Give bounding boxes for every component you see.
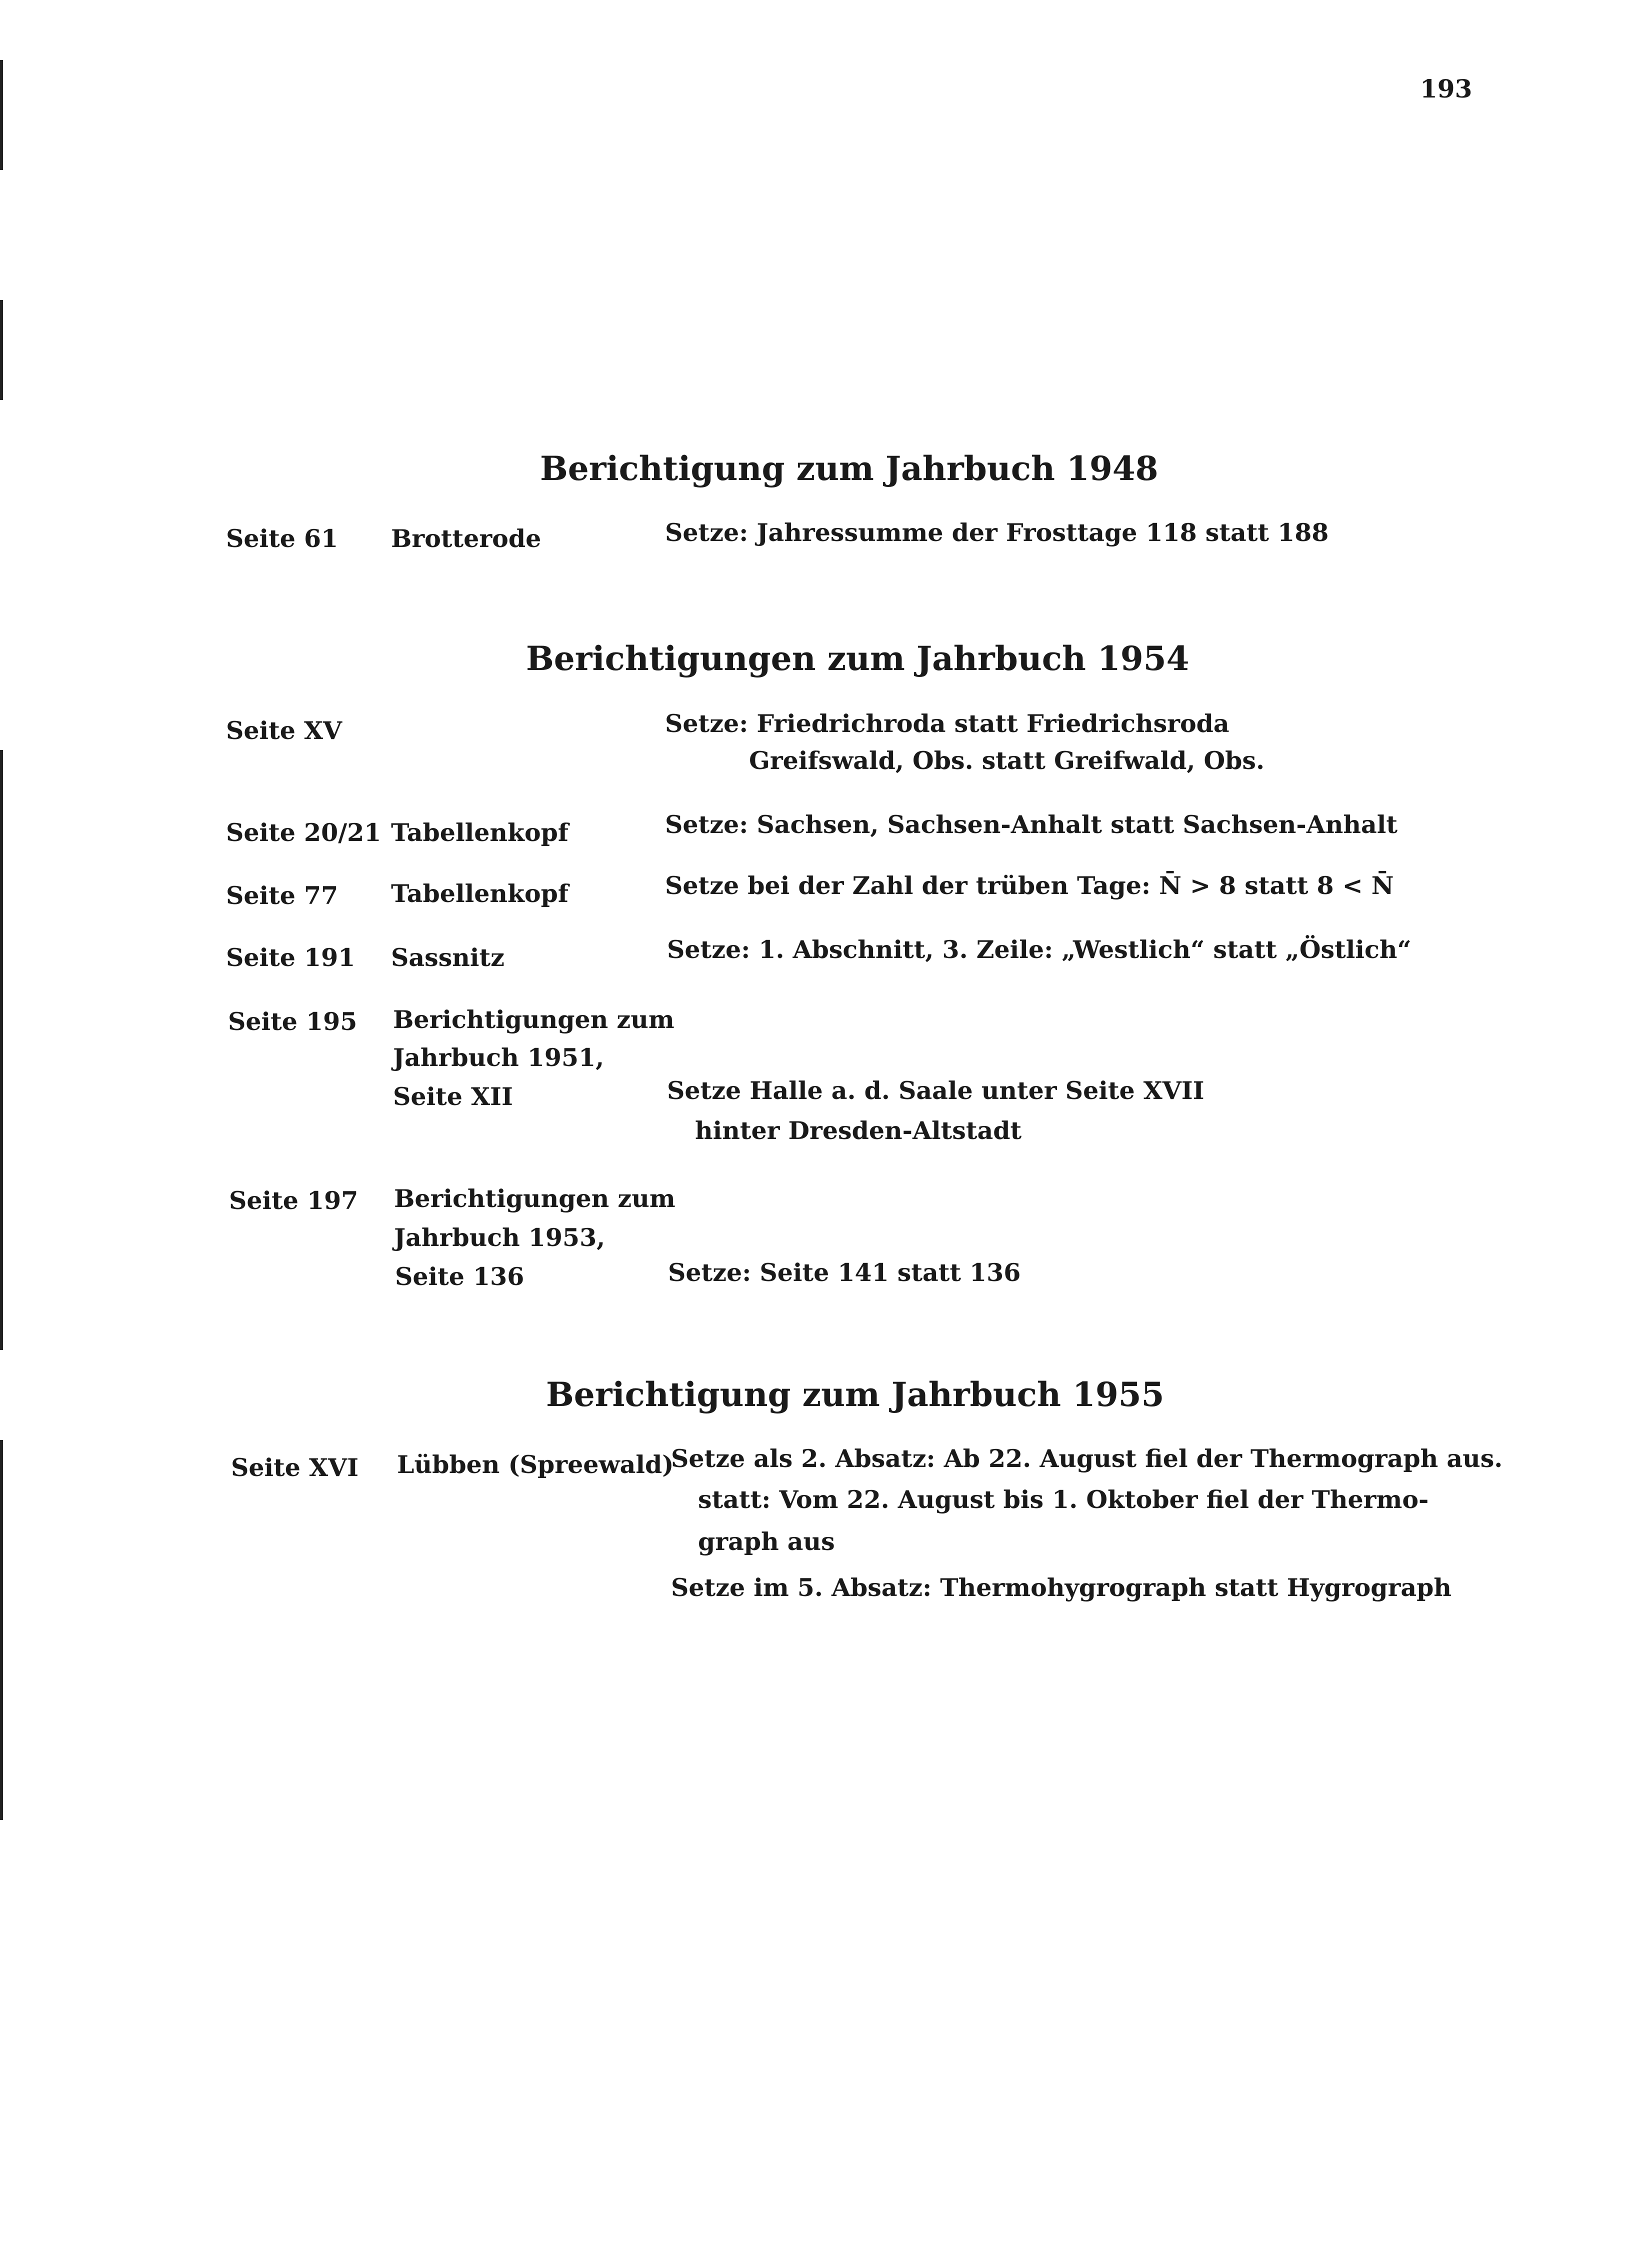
entry-page: Seite 195	[228, 1007, 358, 1036]
entry-page: Seite XVI	[231, 1453, 359, 1482]
entry-correction: Setze im 5. Absatz: Thermohygrograph statt Hygrograph	[671, 1573, 1452, 1602]
entry-correction: Setze: Sachsen, Sachsen-Anhalt statt Sachsen-Anhalt	[665, 810, 1398, 839]
entry-correction: Setze: 1. Abschnitt, 3. Zeile: „Westlich“ statt „Östlich“	[667, 935, 1412, 964]
entry-topic: Brotterode	[391, 524, 542, 553]
entry-page: Seite 77	[226, 881, 338, 910]
entry-topic: Lübben (Spreewald)	[397, 1450, 674, 1479]
entry-topic: Jahrbuch 1951,	[393, 1043, 604, 1072]
entry-correction: Setze bei der Zahl der trüben Tage: N̄ > 8 statt 8 < N̄	[665, 871, 1394, 900]
entry-topic: Seite 136	[395, 1262, 524, 1291]
entry-correction: statt: Vom 22. August bis 1. Oktober fiel der Thermo-	[698, 1485, 1429, 1514]
scan-edge-mark	[0, 300, 3, 400]
section-heading: Berichtigungen zum Jahrbuch 1954	[526, 639, 1190, 678]
scan-edge-mark	[0, 750, 3, 1350]
entry-correction: hinter Dresden-Altstadt	[695, 1116, 1022, 1145]
entry-correction: Setze Halle a. d. Saale unter Seite XVII	[667, 1076, 1204, 1105]
section-heading: Berichtigung zum Jahrbuch 1955	[546, 1375, 1164, 1414]
entry-page: Seite 191	[226, 943, 356, 972]
entry-correction: Setze als 2. Absatz: Ab 22. August fiel der Thermograph aus.	[671, 1444, 1503, 1473]
entry-correction: Greifswald, Obs. statt Greifwald, Obs.	[749, 746, 1265, 775]
entry-correction: graph aus	[698, 1527, 835, 1556]
entry-topic: Jahrbuch 1953,	[394, 1223, 606, 1252]
section-heading: Berichtigung zum Jahrbuch 1948	[540, 449, 1158, 488]
entry-correction: Setze: Friedrichroda statt Friedrichsroda	[665, 709, 1230, 738]
entry-topic: Sassnitz	[391, 943, 505, 972]
scan-edge-mark	[0, 60, 3, 170]
entry-topic: Berichtigungen zum	[393, 1005, 674, 1034]
entry-correction: Setze: Jahressumme der Frosttage 118 statt 188	[665, 518, 1329, 547]
entry-page: Seite 197	[229, 1186, 358, 1215]
entry-correction: Setze: Seite 141 statt 136	[668, 1258, 1021, 1287]
entry-topic: Seite XII	[393, 1082, 513, 1111]
page-number: 193	[1420, 74, 1472, 104]
entry-page: Seite XV	[226, 716, 342, 745]
entry-topic: Tabellenkopf	[391, 879, 568, 908]
entry-page: Seite 61	[226, 524, 338, 553]
entry-page: Seite 20/21	[226, 818, 382, 847]
scan-edge-mark	[0, 1440, 3, 1820]
entry-topic: Berichtigungen zum	[394, 1184, 676, 1213]
entry-topic: Tabellenkopf	[391, 818, 568, 847]
